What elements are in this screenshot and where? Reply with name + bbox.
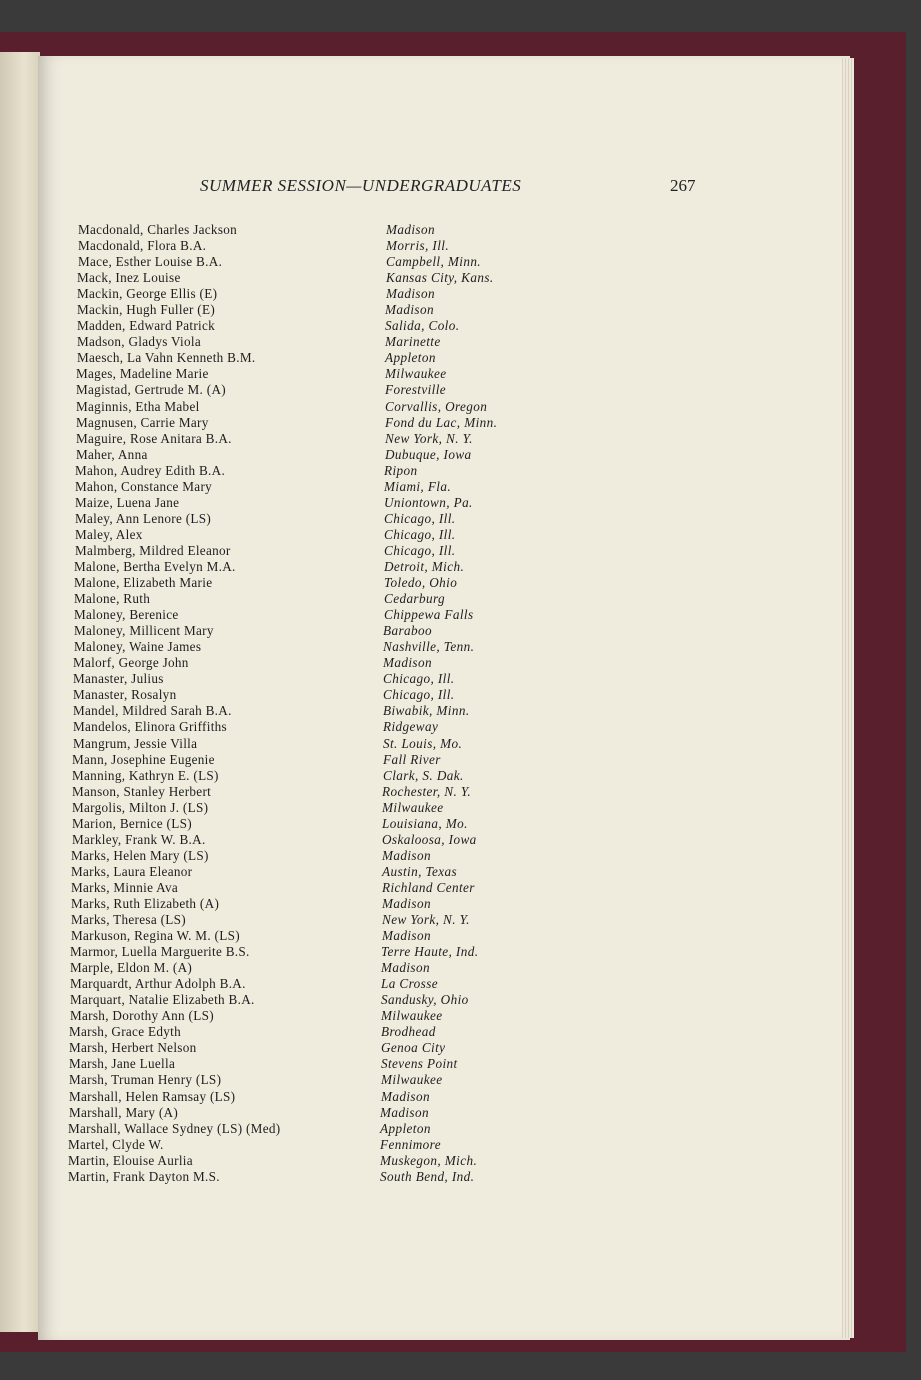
list-item	[0, 1153, 921, 1169]
list-item	[0, 1056, 921, 1072]
hometown: Madison	[381, 960, 430, 976]
hometown: Forestville	[385, 382, 447, 398]
student-name: Marmor, Luella Marguerite B.S.	[70, 944, 250, 960]
student-name: Marple, Eldon M. (A)	[70, 960, 193, 976]
list-item	[0, 1024, 921, 1040]
running-header	[200, 176, 700, 200]
student-name: Manaster, Rosalyn	[73, 687, 177, 703]
hometown: Chicago, Ill.	[384, 526, 456, 542]
list-item	[0, 832, 921, 848]
student-name: Marsh, Jane Luella	[69, 1056, 176, 1072]
student-name: Mandel, Mildred Sarah B.A.	[73, 703, 232, 719]
student-name: Marks, Laura Eleanor	[71, 863, 193, 879]
list-item	[0, 415, 921, 431]
hometown: Uniontown, Pa.	[384, 494, 473, 510]
student-name: Mandelos, Elinora Griffiths	[73, 719, 227, 735]
hometown: Ridgeway	[383, 719, 439, 735]
list-item	[0, 896, 921, 912]
hometown: La Crosse	[381, 976, 438, 992]
student-name: Martin, Elouise Aurlia	[68, 1152, 193, 1168]
student-name: Magistad, Gertrude M. (A)	[76, 382, 226, 398]
student-name: Mages, Madeline Marie	[76, 366, 209, 382]
list-item	[0, 431, 921, 447]
hometown: Genoa City	[381, 1040, 446, 1056]
student-name: Marshall, Helen Ramsay (LS)	[69, 1088, 236, 1104]
hometown: Madison	[382, 895, 431, 911]
student-name: Mace, Esther Louise B.A.	[78, 254, 223, 270]
student-name: Maesch, La Vahn Kenneth B.M.	[77, 350, 256, 366]
hometown: Madison	[381, 1088, 430, 1104]
student-name: Mahon, Constance Mary	[75, 478, 213, 494]
hometown: Biwabik, Minn.	[383, 703, 470, 719]
hometown: Cedarburg	[384, 591, 445, 607]
list-item	[0, 479, 921, 495]
student-name: Mahon, Audrey Edith B.A.	[75, 462, 226, 478]
hometown: Corvallis, Oregon	[385, 398, 488, 414]
list-item	[0, 559, 921, 575]
hometown: Fennimore	[380, 1136, 441, 1152]
list-item	[0, 222, 921, 238]
list-item	[0, 286, 921, 302]
student-name: Maley, Alex	[75, 526, 143, 542]
hometown: Madison	[383, 655, 432, 671]
student-name: Marshall, Wallace Sydney (LS) (Med)	[68, 1120, 281, 1136]
hometown: New York, N. Y.	[385, 430, 473, 446]
list-item	[0, 575, 921, 591]
student-name: Maloney, Berenice	[74, 607, 179, 623]
hometown: Appleton	[385, 350, 436, 366]
list-item	[0, 703, 921, 719]
list-item	[0, 366, 921, 382]
hometown: Milwaukee	[385, 366, 447, 382]
list-item	[0, 399, 921, 415]
list-item	[0, 880, 921, 896]
student-name: Markuson, Regina W. M. (LS)	[71, 928, 240, 944]
hometown: Austin, Texas	[382, 863, 458, 879]
list-item	[0, 447, 921, 463]
student-name: Marquardt, Arthur Adolph B.A.	[70, 976, 246, 992]
hometown: South Bend, Ind.	[380, 1168, 475, 1184]
student-name: Manning, Kathryn E. (LS)	[72, 767, 219, 783]
hometown: Milwaukee	[381, 1072, 443, 1088]
student-name: Marquart, Natalie Elizabeth B.A.	[70, 992, 255, 1008]
student-name: Maloney, Waine James	[74, 639, 202, 655]
hometown: Chicago, Ill.	[384, 510, 456, 526]
list-item	[0, 527, 921, 543]
student-name: Martin, Frank Dayton M.S.	[68, 1168, 220, 1184]
hometown: Chicago, Ill.	[383, 687, 455, 703]
hometown: Stevens Point	[381, 1056, 458, 1072]
student-name: Marsh, Truman Henry (LS)	[69, 1072, 222, 1088]
list-item	[0, 687, 921, 703]
student-list	[0, 222, 921, 1185]
hometown: Toledo, Ohio	[384, 575, 458, 591]
list-item	[0, 736, 921, 752]
student-name: Maloney, Millicent Mary	[74, 623, 214, 639]
list-item	[0, 928, 921, 944]
list-item	[0, 1169, 921, 1185]
list-item	[0, 816, 921, 832]
hometown: St. Louis, Mo.	[383, 735, 463, 751]
hometown: Fond du Lac, Minn.	[385, 414, 498, 430]
student-name: Margolis, Milton J. (LS)	[72, 799, 209, 815]
list-item	[0, 960, 921, 976]
hometown: Baraboo	[383, 623, 432, 639]
student-name: Manaster, Julius	[73, 671, 164, 687]
header-title: SUMMER SESSION—UNDERGRADUATES	[200, 176, 522, 195]
hometown: Madison	[382, 847, 431, 863]
list-item	[0, 976, 921, 992]
hometown: Fall River	[383, 751, 441, 767]
list-item	[0, 864, 921, 880]
list-item	[0, 1072, 921, 1088]
list-item	[0, 350, 921, 366]
student-name: Malone, Elizabeth Marie	[74, 575, 213, 591]
hometown: Morris, Ill.	[386, 238, 450, 254]
student-name: Manson, Stanley Herbert	[72, 783, 212, 799]
list-item	[0, 591, 921, 607]
hometown: Salida, Colo.	[385, 318, 460, 334]
hometown: Madison	[382, 928, 431, 944]
hometown: Chippewa Falls	[384, 607, 474, 623]
list-item	[0, 607, 921, 623]
list-item	[0, 719, 921, 735]
hometown: Muskegon, Mich.	[380, 1152, 478, 1168]
student-name: Marks, Helen Mary (LS)	[71, 847, 209, 863]
list-item	[0, 382, 921, 398]
student-name: Macdonald, Flora B.A.	[78, 238, 207, 254]
page-number: 267	[670, 176, 696, 195]
hometown: Madison	[385, 302, 434, 318]
list-item	[0, 752, 921, 768]
hometown: Madison	[380, 1104, 429, 1120]
list-item	[0, 1137, 921, 1153]
list-item	[0, 1089, 921, 1105]
hometown: Rochester, N. Y.	[382, 783, 472, 799]
hometown: Campbell, Minn.	[386, 254, 482, 270]
student-name: Maley, Ann Lenore (LS)	[75, 510, 212, 526]
list-item	[0, 302, 921, 318]
hometown: Detroit, Mich.	[384, 558, 465, 574]
hometown: Sandusky, Ohio	[381, 992, 469, 1008]
list-item	[0, 318, 921, 334]
list-item	[0, 334, 921, 350]
hometown: Louisiana, Mo.	[382, 815, 468, 831]
list-item	[0, 992, 921, 1008]
student-name: Maize, Luena Jane	[75, 494, 180, 510]
student-name: Mackin, George Ellis (E)	[77, 286, 218, 302]
list-item	[0, 639, 921, 655]
list-item	[0, 800, 921, 816]
student-name: Martel, Clyde W.	[68, 1136, 164, 1152]
hometown: Milwaukee	[382, 799, 444, 815]
hometown: Miami, Fla.	[384, 478, 452, 494]
hometown: Chicago, Ill.	[384, 542, 456, 558]
student-name: Mackin, Hugh Fuller (E)	[77, 302, 216, 318]
hometown: Ripon	[384, 462, 418, 478]
student-name: Macdonald, Charles Jackson	[78, 222, 238, 237]
hometown: Marinette	[385, 334, 441, 350]
student-name: Marsh, Herbert Nelson	[69, 1040, 197, 1056]
list-item	[0, 238, 921, 254]
hometown: Dubuque, Iowa	[385, 446, 472, 462]
list-item	[0, 768, 921, 784]
student-name: Maher, Anna	[76, 446, 148, 462]
list-item	[0, 463, 921, 479]
hometown: Madison	[386, 222, 435, 237]
student-name: Malone, Ruth	[74, 591, 151, 607]
hometown: Richland Center	[382, 879, 475, 895]
hometown: Kansas City, Kans.	[386, 270, 494, 286]
student-name: Marsh, Dorothy Ann (LS)	[70, 1008, 214, 1024]
hometown: Clark, S. Dak.	[383, 767, 464, 783]
list-item	[0, 254, 921, 270]
hometown: New York, N. Y.	[382, 912, 470, 928]
student-name: Madson, Gladys Viola	[77, 334, 202, 350]
list-item	[0, 270, 921, 286]
student-name: Marks, Minnie Ava	[71, 879, 179, 895]
student-name: Mangrum, Jessie Villa	[73, 735, 198, 751]
list-item	[0, 1105, 921, 1121]
student-name: Malone, Bertha Evelyn M.A.	[74, 558, 236, 574]
student-name: Magnusen, Carrie Mary	[76, 414, 209, 430]
hometown: Oskaloosa, Iowa	[382, 831, 477, 847]
list-item	[0, 671, 921, 687]
list-item	[0, 784, 921, 800]
student-name: Maginnis, Etha Mabel	[76, 398, 200, 414]
hometown: Brodhead	[381, 1024, 436, 1040]
student-name: Marks, Ruth Elizabeth (A)	[71, 895, 220, 911]
hometown: Appleton	[380, 1120, 431, 1136]
list-item	[0, 912, 921, 928]
list-item	[0, 655, 921, 671]
list-item	[0, 944, 921, 960]
student-name: Marshall, Mary (A)	[69, 1104, 179, 1120]
list-item	[0, 1040, 921, 1056]
student-name: Marks, Theresa (LS)	[71, 912, 186, 928]
hometown: Madison	[386, 286, 435, 302]
student-name: Marsh, Grace Edyth	[69, 1024, 181, 1040]
student-name: Markley, Frank W. B.A.	[72, 831, 206, 847]
student-name: Madden, Edward Patrick	[77, 318, 216, 334]
student-name: Marion, Bernice (LS)	[72, 815, 192, 831]
student-name: Malorf, George John	[73, 655, 189, 671]
list-item	[0, 1121, 921, 1137]
list-item	[0, 543, 921, 559]
student-name: Malmberg, Mildred Eleanor	[75, 542, 231, 558]
hometown: Nashville, Tenn.	[383, 639, 475, 655]
hometown: Terre Haute, Ind.	[381, 944, 479, 960]
student-name: Mann, Josephine Eugenie	[72, 751, 215, 767]
student-name: Mack, Inez Louise	[77, 270, 181, 286]
list-item	[0, 511, 921, 527]
list-item	[0, 848, 921, 864]
list-item	[0, 623, 921, 639]
list-item	[0, 1008, 921, 1024]
hometown: Milwaukee	[381, 1008, 443, 1024]
hometown: Chicago, Ill.	[383, 671, 455, 687]
list-item	[0, 495, 921, 511]
student-name: Maguire, Rose Anitara B.A.	[76, 430, 232, 446]
